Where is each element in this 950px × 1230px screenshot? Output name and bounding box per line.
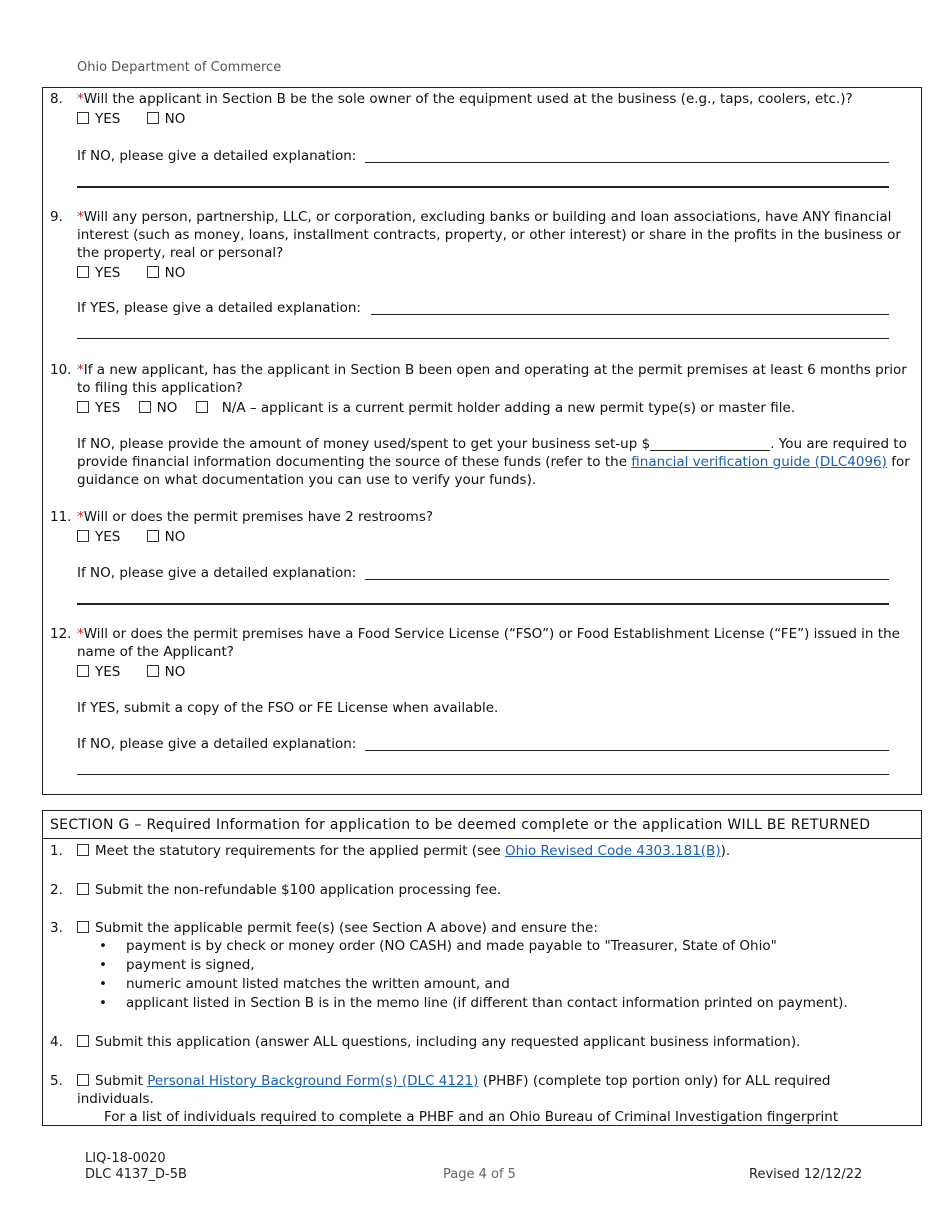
ohio-revised-code-link[interactable]: Ohio Revised Code 4303.181(B) <box>505 843 721 859</box>
required-asterisk: * <box>77 509 84 525</box>
explanation-label: If NO, please give a detailed explanation: <box>77 565 357 581</box>
bullet-item: • payment is by check or money order (NO CASH) and made payable to "Treasurer, State of Ohio" <box>77 937 907 956</box>
explanation-line-1[interactable] <box>365 148 889 163</box>
yes-no-options <box>77 264 911 282</box>
checkbox-icon[interactable] <box>77 1074 89 1086</box>
no-checkbox[interactable]: NO <box>147 663 186 681</box>
checkbox-icon <box>147 112 159 124</box>
agency-header: Ohio Department of Commerce <box>77 60 282 75</box>
checkbox-icon[interactable] <box>77 844 89 856</box>
checkbox-icon[interactable] <box>77 883 89 895</box>
phbf-continuation: For a list of individuals required to complete a PHBF and an Ohio Bureau of Criminal Investigation fingerprint <box>104 1109 839 1125</box>
fso-note: If YES, submit a copy of the FSO or FE License when available. <box>77 700 499 716</box>
money-statement: If NO, please provide the amount of money used/spent to get your business set-up $ . You are required to provide financial information documenting the source of these funds (refer to the financial verification guide (DLC4096) for guidance on what documentation you can use to verify your funds). <box>77 436 910 488</box>
yes-checkbox[interactable]: YES <box>77 399 120 417</box>
yes-no-options <box>77 528 911 546</box>
form-code-2: DLC 4137_D-5B <box>85 1167 187 1182</box>
checkbox-icon <box>77 401 89 413</box>
item-number: 3. <box>50 920 63 936</box>
explanation-label: If NO, please give a detailed explanation: <box>77 148 357 164</box>
section-f-box <box>42 87 922 795</box>
checkbox-icon <box>77 665 89 677</box>
checkbox-icon <box>147 530 159 542</box>
question-text: Will or does the permit premises have a Food Service License (“FSO”) or Food Establishment License (“FE”) issued in the name of the Applicant? <box>77 626 900 660</box>
checkbox-icon <box>77 266 89 278</box>
yes-no-na-options <box>77 399 911 417</box>
question-text: If a new applicant, has the applicant in Section B been open and operating at the permit premises at least 6 months prior to filing this application? <box>77 362 907 396</box>
bullet-item: • payment is signed, <box>77 956 907 975</box>
yes-checkbox[interactable]: YES <box>77 264 120 282</box>
checkbox-icon <box>77 112 89 124</box>
page-number: Page 4 of 5 <box>443 1167 516 1182</box>
question-number: 10. <box>50 362 72 378</box>
item-number: 2. <box>50 882 63 898</box>
no-checkbox[interactable]: NO <box>147 110 186 128</box>
checkbox-icon[interactable] <box>77 921 89 933</box>
yes-no-options <box>77 110 911 128</box>
phbf-form-link[interactable]: Personal History Background Form(s) (DLC 4121) <box>147 1073 479 1089</box>
explanation-line-2[interactable] <box>77 760 889 775</box>
question-text: Will or does the permit premises have 2 restrooms? <box>83 509 434 525</box>
explanation-label: If YES, please give a detailed explanation: <box>77 300 361 316</box>
explanation-line-2[interactable] <box>77 589 889 605</box>
bullet-item: • applicant listed in Section B is in the memo line (if different than contact information printed on payment). <box>77 994 907 1013</box>
no-checkbox[interactable]: NO <box>147 264 186 282</box>
yes-checkbox[interactable]: YES <box>77 528 120 546</box>
section-g-title: SECTION G – Required Information for application to be deemed complete or the application WILL BE RETURNED <box>43 811 921 839</box>
financial-verification-link[interactable]: financial verification guide (DLC4096) <box>631 454 887 470</box>
item-number: 5. <box>50 1073 63 1089</box>
explanation-line-1[interactable] <box>365 565 889 580</box>
checkbox-icon <box>77 530 89 542</box>
explanation-label: If NO, please give a detailed explanation: <box>77 736 357 752</box>
explanation-line-2[interactable] <box>77 172 889 188</box>
checkbox-icon <box>196 401 208 413</box>
payment-bullets <box>77 937 907 1013</box>
amount-field[interactable] <box>650 437 770 451</box>
no-checkbox[interactable]: NO <box>139 399 178 417</box>
yes-checkbox[interactable]: YES <box>77 663 120 681</box>
checkbox-icon[interactable] <box>77 1035 89 1047</box>
form-codes <box>85 1151 187 1183</box>
section-g-box: SECTION G – Required Information for application to be deemed complete or the application WILL BE RETURNED 1. Meet the statutory requirements for the applied permit (see Ohio Revised Code 4303.181(B)). 2. Submit the non-refundable $100 application processing fee. 3. Submit the applicable permit fee(s) (see Section A above) and ensure the: • payment is by check or money order (NO CASH) and made payable to "Treasurer, State of Ohio" • payment is signed, • numeric amount listed matches the written amount, and • applicant listed in Section B is in the memo line (if different than contact information printed on payment). 4. Submit this application (answer ALL questions, including any requested applicant business information). 5. Submit Personal History Background Form(s) (DLC 4121) (PHBF) (complete top portion only) for ALL required individuals. For a list of individuals required to complete a PHBF and an Ohio Bureau of Criminal Investigation fingerprint <box>42 810 922 1126</box>
required-asterisk: * <box>77 209 84 225</box>
explanation-line-1[interactable] <box>371 300 889 315</box>
explanation-line-1[interactable] <box>365 736 889 751</box>
question-number: 8. <box>50 91 63 107</box>
yes-no-options <box>77 663 911 681</box>
checkbox-icon <box>147 665 159 677</box>
required-asterisk: * <box>77 362 84 378</box>
question-number: 9. <box>50 209 63 225</box>
question-number: 11. <box>50 509 72 525</box>
yes-checkbox[interactable]: YES <box>77 110 120 128</box>
checkbox-icon <box>139 401 151 413</box>
question-text: Will any person, partnership, LLC, or corporation, excluding banks or building and loan associations, have ANY financial interest (such as money, loans, installment contracts, property, or other interest) or share in the profits in the business or the property, real or personal? <box>77 209 901 261</box>
question-number: 12. <box>50 626 72 642</box>
item-number: 1. <box>50 843 63 859</box>
form-code-1: LIQ-18-0020 <box>85 1151 166 1166</box>
item-number: 4. <box>50 1034 63 1050</box>
checkbox-icon <box>147 266 159 278</box>
na-checkbox[interactable]: N/A – applicant is a current permit holder adding a new permit type(s) or master file. <box>196 399 795 417</box>
revised-date: Revised 12/12/22 <box>749 1167 863 1182</box>
bullet-item: • numeric amount listed matches the written amount, and <box>77 975 907 994</box>
required-asterisk: * <box>77 626 84 642</box>
no-checkbox[interactable]: NO <box>147 528 186 546</box>
question-text: Will the applicant in Section B be the sole owner of the equipment used at the business (e.g., taps, coolers, etc.)? <box>83 91 853 107</box>
explanation-line-2[interactable] <box>77 324 889 339</box>
required-asterisk: * <box>77 91 84 107</box>
